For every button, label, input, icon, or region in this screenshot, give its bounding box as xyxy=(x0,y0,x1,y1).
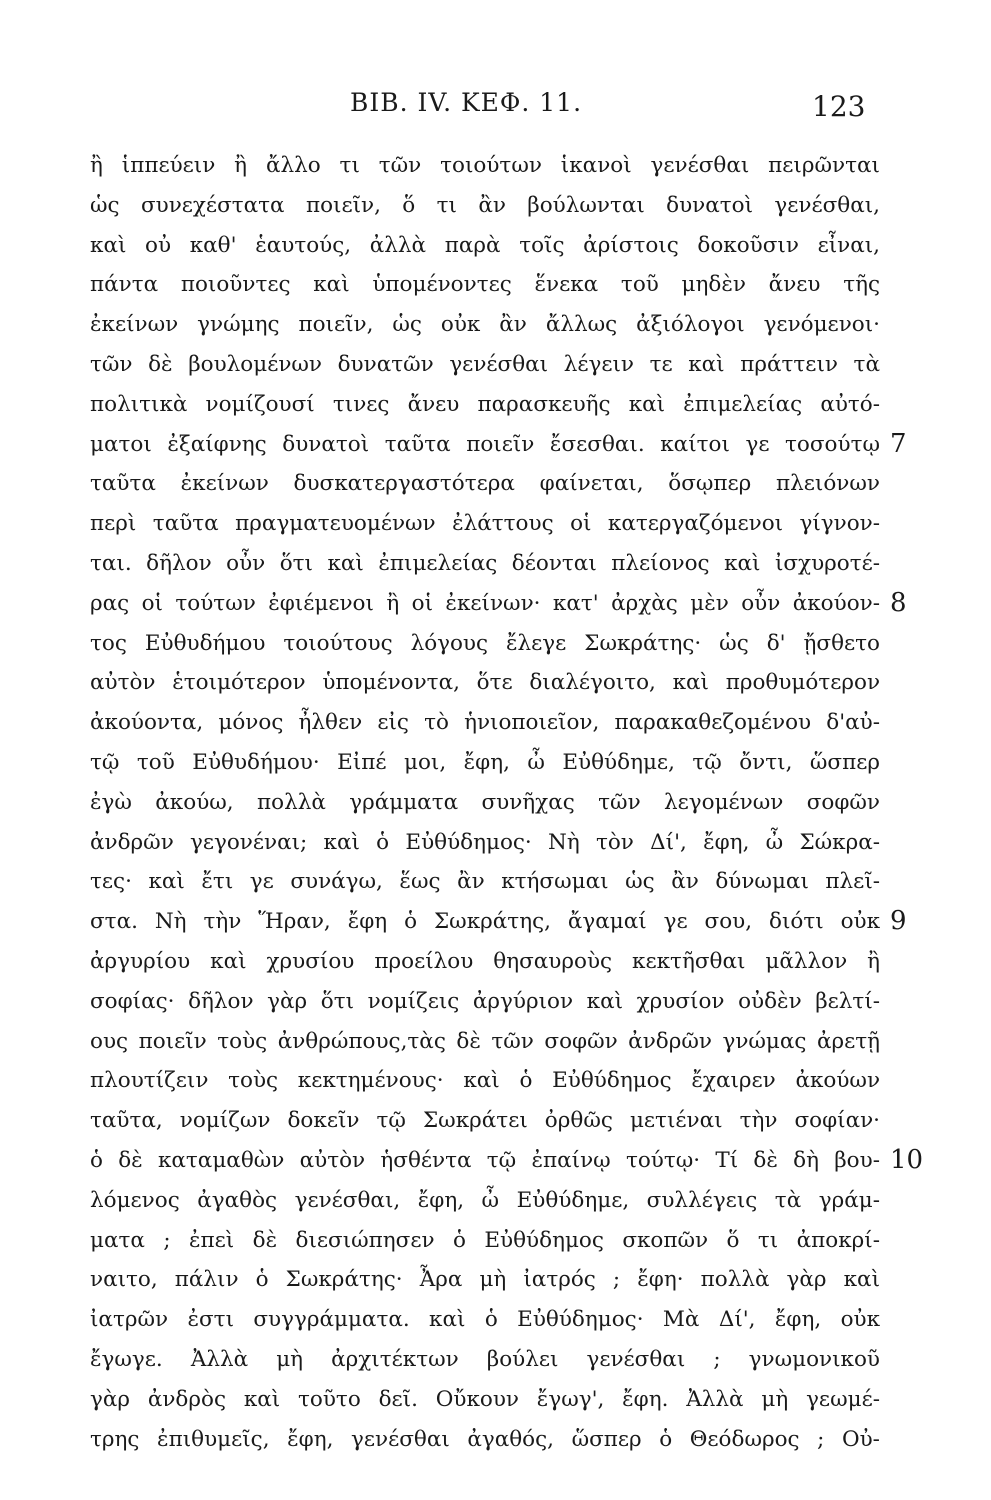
line-text: ἐγὼ ἀκούω, πολλὰ γράμματα συνῆχας τῶν λεγομένων σοφῶν xyxy=(90,789,881,815)
line-text: ἔγωγε. Ἀλλὰ μὴ ἀρχιτέκτων βούλει γενέσθαι ; γνωμονικοῦ xyxy=(90,1346,880,1372)
page-number: 123 xyxy=(812,90,866,123)
text-line xyxy=(90,305,880,345)
line-text: ὡς συνεχέστατα ποιεῖν, ὅ τι ἂν βούλωνται δυνατοὶ γενέσθαι, xyxy=(90,192,881,218)
line-text: τῷ τοῦ Εὐθυδήμου· Εἰπέ μοι, ἔφη, ὦ Εὐθύδημε, τῷ ὄντι, ὥσπερ xyxy=(90,749,880,775)
text-line xyxy=(90,425,907,465)
text-line xyxy=(90,584,907,624)
line-text: πάντα ποιοῦντες καὶ ὑπομένοντες ἕνεκα τοῦ μηδὲν ἄνευ τῆς xyxy=(90,272,881,298)
text-line xyxy=(90,1300,880,1340)
line-text: ους ποιεῖν τοὺς ἀνθρώπους,τὰς δὲ τῶν σοφῶν ἀνδρῶν γνώμας ἀρετῇ xyxy=(90,1028,881,1054)
text-line xyxy=(90,663,880,703)
text-line xyxy=(90,1101,880,1141)
line-text: τῶν δὲ βουλομένων δυνατῶν γενέσθαι λέγειν τε καὶ πράττειν τὰ xyxy=(90,351,880,377)
text-line xyxy=(90,265,880,305)
text-line xyxy=(90,226,880,266)
running-title: ΒΙΒ. ΙV. ΚΕΦ. 11. xyxy=(350,88,583,117)
section-number: 9 xyxy=(890,906,907,937)
text-line xyxy=(90,504,880,544)
text-line xyxy=(90,186,880,226)
line-text: στα. Νὴ τὴν Ἥραν, ἔφη ὁ Σωκράτης, ἄγαμαί γε σου, διότι οὐκ xyxy=(90,909,881,935)
text-line xyxy=(90,1022,880,1062)
line-text: ται. δῆλον οὖν ὅτι καὶ ἐπιμελείας δέονται πλείονος καὶ ἰσχυροτέ- xyxy=(90,550,881,576)
text-line xyxy=(90,464,880,504)
text-line xyxy=(90,345,880,385)
text-line xyxy=(90,1260,880,1300)
section-number: 8 xyxy=(890,587,907,618)
section-number: 10 xyxy=(890,1144,924,1175)
text-line xyxy=(90,703,880,743)
text-line xyxy=(90,544,880,584)
line-text: ἀργυρίου καὶ χρυσίου προείλου θησαυροὺς κεκτῆσθαι μᾶλλον ἢ xyxy=(90,948,881,974)
text-line xyxy=(90,146,880,186)
line-text: ματα ; ἐπεὶ δὲ διεσιώπησεν ὁ Εὐθύδημος σκοπῶν ὅ τι ἀποκρί- xyxy=(90,1227,880,1253)
text-line xyxy=(90,624,880,664)
text-line xyxy=(90,942,880,982)
text-line xyxy=(90,1380,880,1420)
line-text: αὐτὸν ἑτοιμότερον ὑπομένοντα, ὅτε διαλέγοιτο, καὶ προθυμότερον xyxy=(90,670,881,696)
body-text xyxy=(90,146,924,1459)
section-number: 7 xyxy=(890,428,907,459)
text-line xyxy=(90,743,880,783)
line-text: πολιτικὰ νομίζουσί τινες ἄνευ παρασκευῆς καὶ ἐπιμελείας αὐτό- xyxy=(90,391,881,417)
line-text: τρης ἐπιθυμεῖς, ἔφη, γενέσθαι ἀγαθός, ὥσπερ ὁ Θεόδωρος ; Οὐ- xyxy=(90,1426,880,1452)
text-line xyxy=(90,982,880,1022)
line-text: ἢ ἱππεύειν ἢ ἄλλο τι τῶν τοιούτων ἱκανοὶ γενέσθαι πειρῶνται xyxy=(90,153,880,178)
text-line xyxy=(90,385,880,425)
text-line xyxy=(90,1141,924,1181)
line-text: λόμενος ἀγαθὸς γενέσθαι, ἔφη, ὦ Εὐθύδημε, συλλέγεις τὰ γράμ- xyxy=(90,1187,880,1213)
line-text: ρας οἱ τούτων ἐφιέμενοι ἢ οἱ ἐκείνων· κατ' ἀρχὰς μὲν οὖν ἀκούον- xyxy=(90,590,880,616)
line-text: ἀνδρῶν γεγονέναι; καὶ ὁ Εὐθύδημος· Νὴ τὸν Δί', ἔφη, ὦ Σώκρα- xyxy=(90,829,881,855)
text-line xyxy=(90,902,907,942)
line-text: γὰρ ἀνδρὸς καὶ τοῦτο δεῖ. Οὔκουν ἔγωγ', ἔφη. Ἀλλὰ μὴ γεωμέ- xyxy=(90,1386,880,1412)
text-line xyxy=(90,1181,880,1221)
line-text: ματοι ἐξαίφνης δυνατοὶ ταῦτα ποιεῖν ἔσεσθαι. καίτοι γε τοσούτῳ xyxy=(90,431,880,457)
text-line xyxy=(90,862,880,902)
line-text: πλουτίζειν τοὺς κεκτημένους· καὶ ὁ Εὐθύδημος ἔχαιρεν ἀκούων xyxy=(90,1068,881,1094)
text-line xyxy=(90,1221,880,1261)
line-text: ἀκούοντα, μόνος ἦλθεν εἰς τὸ ἡνιοποιεῖον, παρακαθεζομένου δ'αὐ- xyxy=(90,710,880,736)
text-line xyxy=(90,1061,880,1101)
line-text: ναιτο, πάλιν ὁ Σωκράτης· Ἆρα μὴ ἰατρός ; ἔφη· πολλὰ γὰρ καὶ xyxy=(90,1267,881,1293)
text-line xyxy=(90,1420,880,1460)
line-text: ἐκείνων γνώμης ποιεῖν, ὡς οὐκ ἂν ἄλλως ἀξιόλογοι γενόμενοι· xyxy=(90,312,880,338)
line-text: σοφίας· δῆλον γὰρ ὅτι νομίζεις ἀργύριον καὶ χρυσίον οὐδὲν βελτί- xyxy=(90,988,881,1014)
line-text: τες· καὶ ἔτι γε συνάγω, ἕως ἂν κτήσωμαι ὡς ἂν δύνωμαι πλεῖ- xyxy=(90,869,881,895)
line-text: καὶ οὐ καθ' ἑαυτούς, ἀλλὰ παρὰ τοῖς ἀρίστοις δοκοῦσιν εἶναι, xyxy=(90,232,881,258)
line-text: ταῦτα, νομίζων δοκεῖν τῷ Σωκράτει ὀρθῶς μετιέναι τὴν σοφίαν· xyxy=(90,1108,881,1134)
line-text: ὁ δὲ καταμαθὼν αὐτὸν ἡσθέντα τῷ ἐπαίνῳ τούτῳ· Τί δὲ δὴ βου- xyxy=(90,1147,880,1173)
line-text: περὶ ταῦτα πραγματευομένων ἐλάττους οἱ κατεργαζόμενοι γίγνον- xyxy=(90,511,881,537)
line-text: τος Εὐθυδήμου τοιούτους λόγους ἔλεγε Σωκράτης· ὡς δ' ᾔσθετο xyxy=(90,630,880,656)
running-head xyxy=(0,88,991,128)
line-text: ἰατρῶν ἐστι συγγράμματα. καὶ ὁ Εὐθύδημος· Μὰ Δί', ἔφη, οὐκ xyxy=(90,1307,881,1333)
text-line xyxy=(90,783,880,823)
line-text: ταῦτα ἐκείνων δυσκατεργαστότερα φαίνεται, ὅσῳπερ πλειόνων xyxy=(90,471,880,497)
text-line xyxy=(90,823,880,863)
text-line xyxy=(90,1340,880,1380)
